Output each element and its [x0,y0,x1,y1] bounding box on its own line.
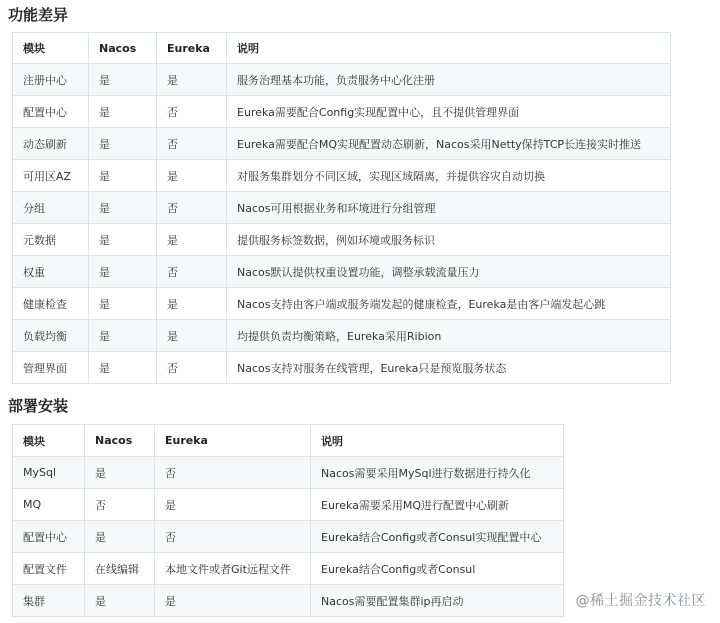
header-nacos: Nacos [89,33,157,64]
cell-description: Eureka结合Config或者Consul [311,553,564,585]
cell-description: Nacos需要采用MySql进行数据进行持久化 [311,457,564,489]
cell-nacos: 是 [89,192,157,224]
cell-description: 服务治理基本功能，负责服务中心化注册 [227,64,671,96]
cell-description: Nacos支持由客户端或服务端发起的健康检查，Eureka是由客户端发起心跳 [227,288,671,320]
cell-nacos: 是 [89,160,157,192]
cell-eureka: 本地文件或者Git远程文件 [155,553,311,585]
cell-eureka: 是 [157,64,227,96]
cell-description: Nacos默认提供权重设置功能，调整承载流量压力 [227,256,671,288]
cell-nacos: 是 [89,96,157,128]
cell-module: 集群 [13,585,85,617]
cell-module: 配置中心 [13,521,85,553]
cell-nacos: 是 [89,352,157,384]
cell-module: 健康检查 [13,288,89,320]
watermark-text: @稀土掘金技术社区 [575,593,706,609]
cell-eureka: 是 [157,320,227,352]
cell-eureka: 否 [157,352,227,384]
cell-eureka: 否 [157,96,227,128]
cell-description: 提供服务标签数据，例如环境或服务标识 [227,224,671,256]
table-row [13,320,671,352]
section-title-deployment: 部署安装 [8,397,69,415]
cell-nacos: 否 [85,489,155,521]
cell-eureka: 否 [155,457,311,489]
header-module: 模块 [13,425,85,457]
header-description: 说明 [311,425,564,457]
cell-module: 动态刷新 [13,128,89,160]
header-eureka: Eureka [157,33,227,64]
cell-eureka: 否 [157,128,227,160]
cell-eureka: 否 [157,256,227,288]
cell-eureka: 否 [157,192,227,224]
table-row [13,192,671,224]
header-eureka: Eureka [155,425,311,457]
table-row [13,256,671,288]
header-module: 模块 [13,33,89,64]
cell-module: 注册中心 [13,64,89,96]
cell-nacos: 是 [85,457,155,489]
table-row [13,521,564,553]
cell-description: Eureka需要配合MQ实现配置动态刷新，Nacos采用Netty保持TCP长连接实时推送 [227,128,671,160]
cell-eureka: 是 [157,224,227,256]
cell-eureka: 否 [155,521,311,553]
cell-description: Eureka结合Config或者Consul实现配置中心 [311,521,564,553]
table-row [13,352,671,384]
section-title-features: 功能差异 [8,6,69,24]
table-header-row [13,425,564,457]
table-row [13,585,564,617]
cell-module: 权重 [13,256,89,288]
cell-eureka: 是 [157,160,227,192]
cell-module: 配置文件 [13,553,85,585]
table-row [13,489,564,521]
table-row [13,64,671,96]
table-row [13,96,671,128]
cell-module: 管理界面 [13,352,89,384]
table-row [13,160,671,192]
cell-description: 均提供负责均衡策略，Eureka采用Ribion [227,320,671,352]
cell-module: MySql [13,457,85,489]
table-row [13,288,671,320]
cell-nacos: 是 [89,64,157,96]
cell-description: Eureka需要配合Config实现配置中心，且不提供管理界面 [227,96,671,128]
table-row [13,457,564,489]
header-nacos: Nacos [85,425,155,457]
cell-nacos: 是 [85,585,155,617]
cell-nacos: 在线编辑 [85,553,155,585]
cell-description: Nacos支持对服务在线管理，Eureka只是预览服务状态 [227,352,671,384]
cell-description: Nacos可用根据业务和环境进行分组管理 [227,192,671,224]
cell-nacos: 是 [89,288,157,320]
table-header-row [13,33,671,64]
cell-nacos: 是 [89,256,157,288]
cell-module: 元数据 [13,224,89,256]
cell-module: 分组 [13,192,89,224]
cell-module: 负载均衡 [13,320,89,352]
header-description: 说明 [227,33,671,64]
cell-module: 配置中心 [13,96,89,128]
cell-nacos: 是 [89,128,157,160]
cell-module: 可用区AZ [13,160,89,192]
feature-comparison-table [12,32,671,384]
cell-nacos: 是 [89,320,157,352]
deployment-comparison-table [12,424,564,617]
cell-nacos: 是 [89,224,157,256]
cell-description: Eureka需要采用MQ进行配置中心刷新 [311,489,564,521]
cell-eureka: 是 [155,585,311,617]
cell-description: Nacos需要配置集群ip再启动 [311,585,564,617]
cell-nacos: 是 [85,521,155,553]
cell-eureka: 是 [155,489,311,521]
table-row [13,553,564,585]
table-row [13,128,671,160]
cell-description: 对服务集群划分不同区域，实现区域隔离，并提供容灾自动切换 [227,160,671,192]
table-row [13,224,671,256]
cell-module: MQ [13,489,85,521]
cell-eureka: 是 [157,288,227,320]
